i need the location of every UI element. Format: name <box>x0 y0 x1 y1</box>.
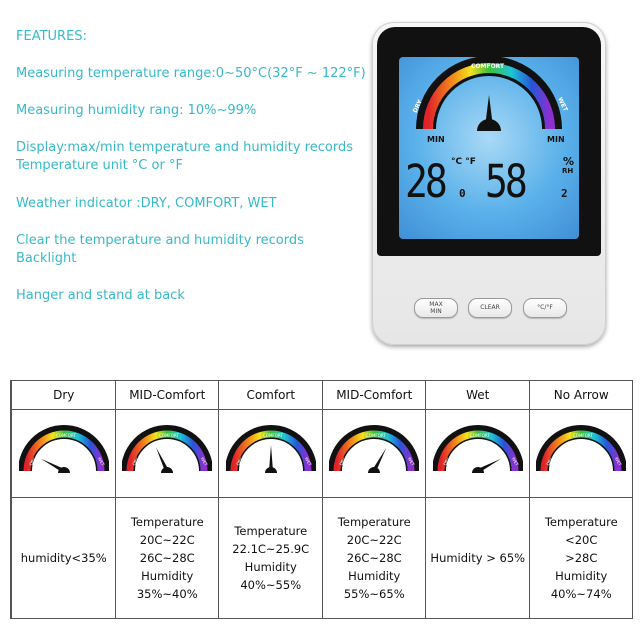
comfort-gauge-icon <box>226 425 316 475</box>
cell-text-line: 26C~28C <box>346 551 402 565</box>
table-column <box>529 381 634 618</box>
unit-toggle-button[interactable]: °C/°F <box>523 298 567 318</box>
temperature-value: 28 <box>405 155 445 208</box>
cell-text-line: 40%~55% <box>240 578 302 592</box>
table-body-cell <box>530 498 634 618</box>
cell-text-line: Humidity <box>348 569 401 583</box>
feature-humidity-range: Measuring humidity rang: 10%~99% <box>16 103 257 118</box>
gauge-label-comfort: COMFORT <box>471 63 505 70</box>
gauge-needle-hub <box>368 467 380 473</box>
humidity-value: 58 <box>485 155 525 208</box>
cell-text-line: 20C~22C <box>346 533 402 547</box>
cell-text-line: 20C~22C <box>139 533 195 547</box>
gauge-label-comfort: COMFORT <box>573 433 594 438</box>
comfort-gauge-icon <box>536 425 626 475</box>
feature-temperature-range: Measuring temperature range:0~50°C(32°F ~ 122°F) <box>16 66 366 81</box>
max-min-button-top: MAX <box>429 300 443 308</box>
table-column <box>322 381 427 618</box>
cell-text-line: Humidity > 65% <box>430 551 526 565</box>
table-body-cell <box>219 498 323 618</box>
cell-text-line: Humidity <box>244 560 297 574</box>
gauge-label-dry: DRY <box>28 456 37 467</box>
gauge-label-comfort: COMFORT <box>262 433 283 438</box>
humidity-decimal: 2 <box>561 187 568 200</box>
cell-text-line: <20C <box>565 533 598 547</box>
table-header-cell: MID-Comfort <box>336 388 413 402</box>
table-body-cell <box>12 498 116 618</box>
comfort-gauge-icon <box>329 425 419 475</box>
cell-text-line: 22.1C~25.9C <box>232 542 310 556</box>
feature-backlight: Backlight <box>16 251 77 266</box>
temperature-decimal: 0 <box>459 187 466 200</box>
gauge-label-wet: WET <box>556 96 569 113</box>
table-header-cell: MID-Comfort <box>129 388 206 402</box>
cell-text-line: 55%~65% <box>343 587 405 601</box>
cell-text-line: 26C~28C <box>139 551 195 565</box>
cell-text-line: 35%~40% <box>136 587 198 601</box>
table-header-cell: Dry <box>53 388 75 402</box>
gauge-label-dry: DRY <box>442 456 451 467</box>
cell-text-line: Humidity <box>555 569 608 583</box>
table-header-cell: No Arrow <box>553 388 609 402</box>
comfort-gauge-icon <box>19 425 109 475</box>
feature-display-records: Display:max/min temperature and humidity records <box>16 140 353 155</box>
table-header-cell: Wet <box>466 388 490 402</box>
table-column <box>11 381 116 618</box>
gauge-label-wet: WET <box>510 456 520 467</box>
cell-text-line: Humidity <box>141 569 194 583</box>
gauge-label-comfort: COMFORT <box>55 433 76 438</box>
cell-text-line: Temperature <box>130 515 204 529</box>
gauge-label-dry: DRY <box>131 456 140 467</box>
gauge-label-comfort: COMFORT <box>366 433 387 438</box>
device-bezel <box>377 27 601 256</box>
feature-hanger-stand: Hanger and stand at back <box>16 288 185 303</box>
cell-text-line: humidity<35% <box>20 551 107 565</box>
gauge-label-dry: DRY <box>235 456 244 467</box>
gauge-label-dry: DRY <box>411 98 424 115</box>
comfort-gauge-icon <box>433 425 523 475</box>
gauge-label-dry: DRY <box>338 456 347 467</box>
temperature-unit: °C °F <box>451 157 476 167</box>
table-column <box>218 381 323 618</box>
gauge-needle-hub <box>161 467 173 473</box>
min-indicator-humidity: MIN <box>547 135 565 144</box>
lcd-screen <box>399 57 579 239</box>
table-body-cell <box>323 498 427 618</box>
feature-clear-records: Clear the temperature and humidity records <box>16 233 304 248</box>
cell-text-line: 40%~74% <box>550 587 612 601</box>
gauge-label-wet: WET <box>96 456 106 467</box>
cell-text-line: Temperature <box>234 524 308 538</box>
table-body-cell <box>116 498 220 618</box>
gauge-label-wet: WET <box>303 456 313 467</box>
table-header-cell: Comfort <box>246 388 296 402</box>
cell-text-line: Temperature <box>337 515 411 529</box>
max-min-button-bottom: MIN <box>430 307 442 315</box>
feature-weather-indicator: Weather indicator :DRY, COMFORT, WET <box>16 196 277 211</box>
min-indicator-temperature: MIN <box>427 135 445 144</box>
gauge-needle-hub <box>265 467 277 473</box>
gauge-label-comfort: COMFORT <box>469 433 490 438</box>
cell-text-line: Temperature <box>544 515 618 529</box>
gauge-label-comfort: COMFORT <box>159 433 180 438</box>
humidity-unit-rh: RH <box>562 167 574 175</box>
gauge-label-wet: WET <box>407 456 416 467</box>
cell-text-line: >28C <box>565 551 598 565</box>
gauge-label-wet: WET <box>200 456 209 467</box>
max-min-button[interactable] <box>414 298 458 318</box>
humidity-unit-percent: % <box>563 155 575 168</box>
feature-temperature-unit: Temperature unit °C or °F <box>16 158 183 173</box>
comfort-level-table <box>10 380 633 619</box>
hygrometer-device <box>372 22 606 345</box>
gauge-label-dry: DRY <box>545 456 554 467</box>
table-body-cell <box>426 498 530 618</box>
table-column <box>425 381 530 618</box>
clear-button[interactable]: CLEAR <box>468 298 512 318</box>
table-column <box>115 381 220 618</box>
gauge-label-wet: WET <box>614 456 623 467</box>
comfort-gauge-icon <box>122 425 212 475</box>
features-title: FEATURES: <box>16 29 87 44</box>
